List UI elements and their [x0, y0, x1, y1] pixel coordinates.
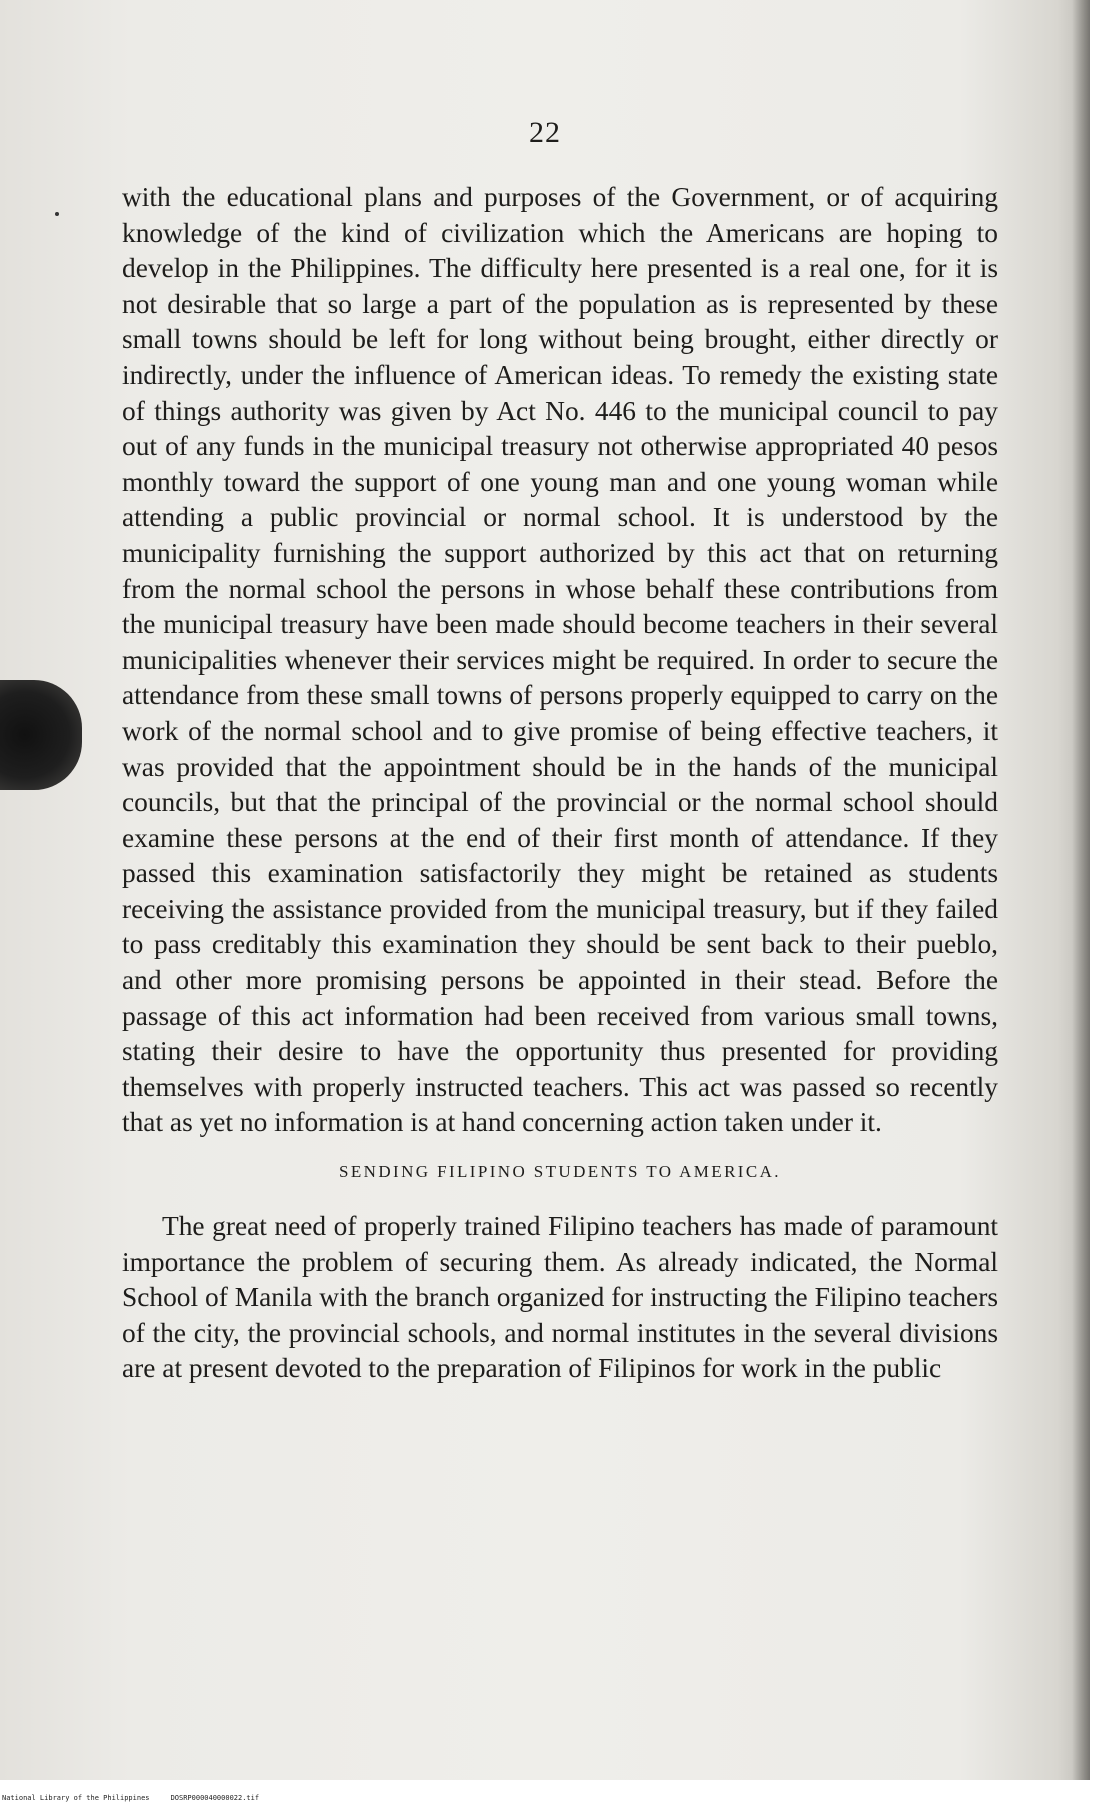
- footer-credit: National Library of the Philippines DOSRP000040000022.tif: [2, 1794, 260, 1802]
- body-text: [122, 180, 998, 1387]
- spine-shadow: [1072, 0, 1090, 1780]
- dust-speck: [55, 212, 59, 216]
- section-heading: SENDING FILIPINO STUDENTS TO AMERICA.: [339, 1162, 781, 1182]
- paragraph-continuation: with the educational plans and purposes of the Government, or of acquiring knowledge of the kind of civilization which the Americans are hoping to develop in the Philippines. The difficulty here presented is a real one, for it is not desirable that so large a part of the population as is represented by these small towns should be left for long without being brought, either directly or indirectly, under the influence of American ideas. To remedy the existing state of things authority was given by Act No. 446 to the municipal council to pay out of any funds in the municipal treasury not otherwise appropriated 40 pesos monthly toward the support of one young man and one young woman while attending a public provincial or normal school. It is understood by the municipality furnishing the support authorized by this act that on returning from the normal school the persons in whose behalf these contributions from the municipal treasury have been made should become teachers in their several municipalities whenever their services might be required. In order to secure the attendance from these small towns of persons properly equipped to carry on the work of the normal school and to give promise of being effective teachers, it was provided that the appointment should be in the hands of the municipal councils, but that the principal of the provincial or the normal school should examine these persons at the end of their first month of attendance. If they passed this examination satisfactorily they might be retained as students receiving the assistance provided from the municipal treasury, but if they failed to pass creditably this examination they should be sent back to their pueblo, and other more promising persons be appointed in their stead. Before the passage of this act information had been received from various small towns, stating their desire to have the opportunity thus presented for providing themselves with properly instructed teachers. This act was passed so recently that as yet no information is at hand concerning action taken under it.: [122, 182, 998, 1138]
- page-number: 22: [529, 116, 561, 149]
- section-paragraph: The great need of properly trained Filipino teachers has made of paramount importance the problem of securing them. As already indicated, the Normal School of Manila with the branch organized for instructing the Filipino teachers of the city, the provincial schools, and normal institutes in the several divisions are at present devoted to the preparation of Filipinos for work in the public: [122, 1211, 998, 1384]
- thumb-shadow: [0, 680, 82, 790]
